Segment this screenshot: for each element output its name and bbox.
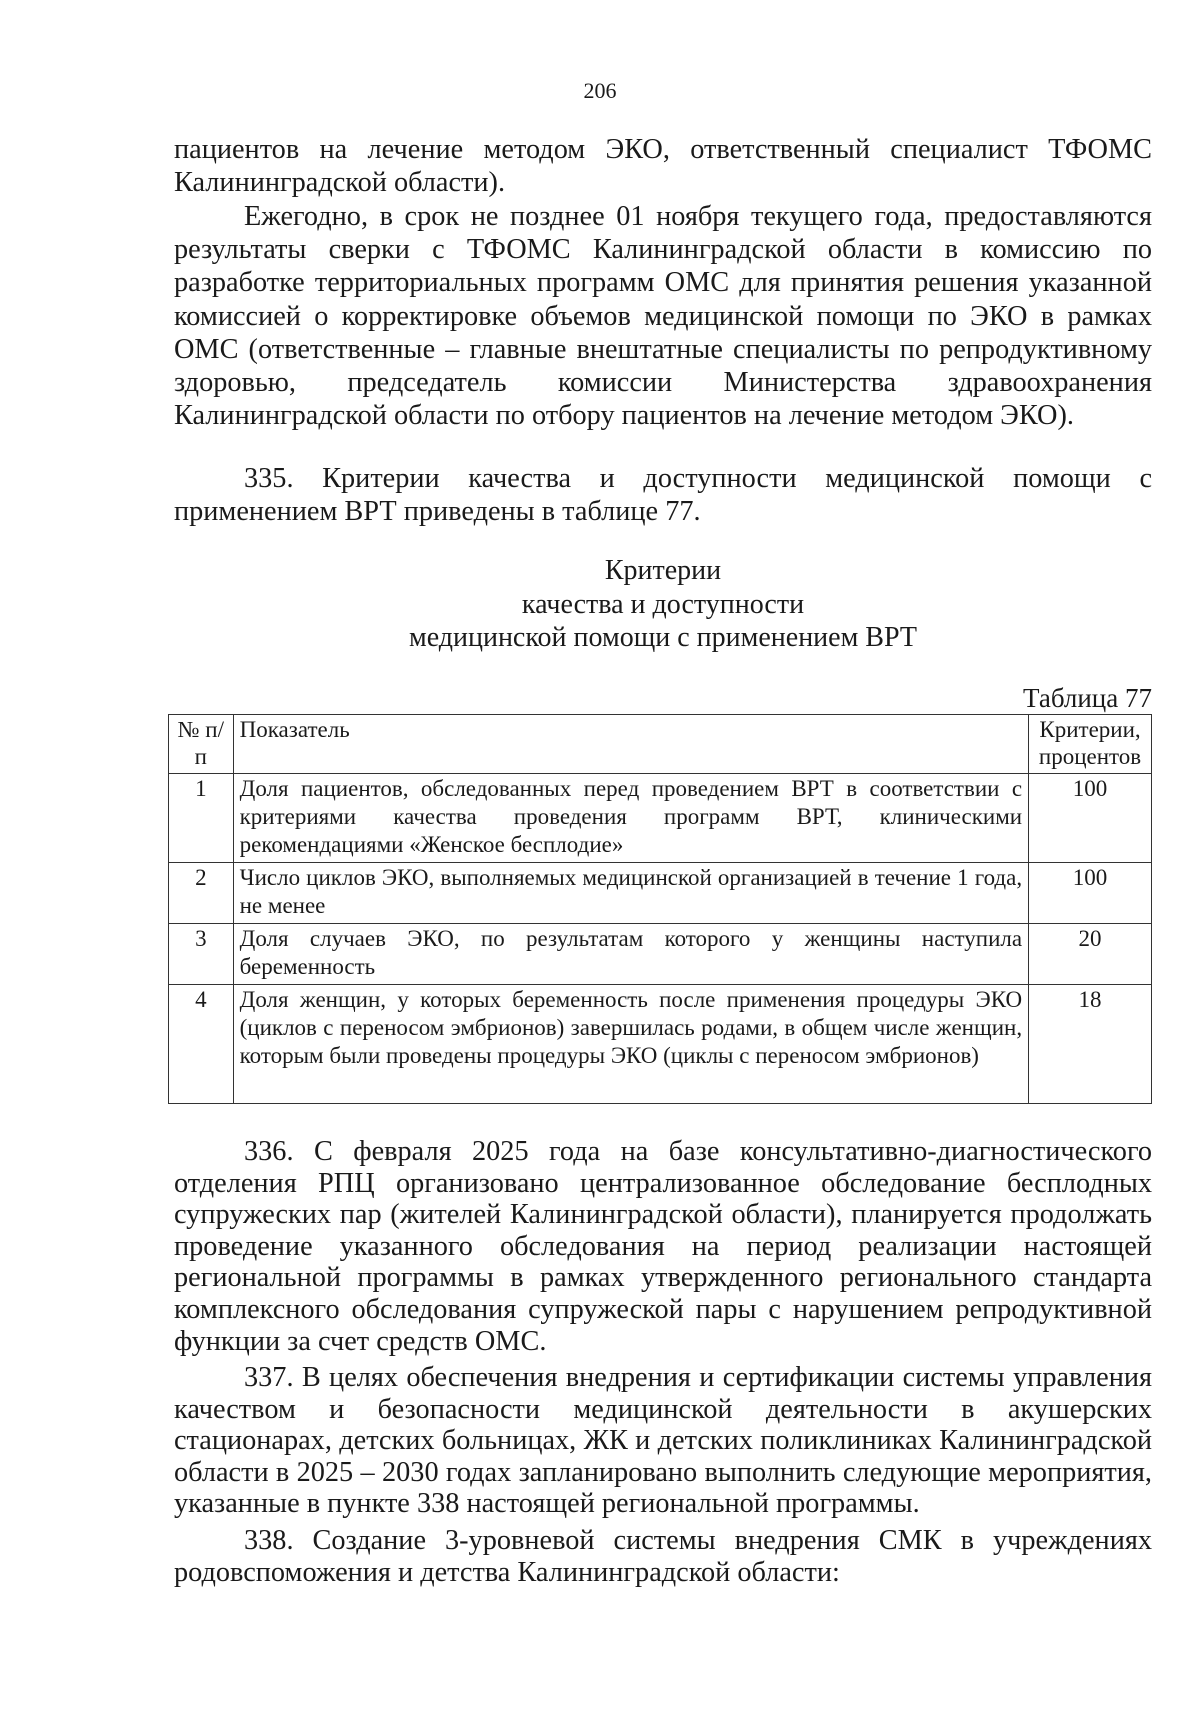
row-criteria: 100 [1029, 863, 1152, 924]
table-row [169, 774, 1152, 863]
paragraph-annual-reconciliation: Ежегодно, в срок не позднее 01 ноября текущего года, предоставляются результаты сверки с ТФОМС Калининградской области в комиссию по разработке территориальных программ ОМС для принятия решения указанной комиссией о корректировке объемов медицинской помощи по ЭКО в рамках ОМС (ответственные – главные внештатные специалисты по репродуктивному здоровью, председатель комиссии Министерства здравоохранения Калининградской области по отбору пациентов на лечение методом ЭКО). [174, 201, 1152, 432]
row-criteria: 18 [1029, 985, 1152, 1104]
row-num: 1 [169, 774, 234, 863]
paragraph-336: 336. С февраля 2025 года на базе консультативно-диагностического отделения РПЦ организовано централизованное обследование бесплодных супружеских пар (жителей Калининградской области), планируется продолжать проведение указанного обследования на период реализации настоящей региональной программы в рамках утвержденного регионального стандарта комплексного обследования супружеской пары с нарушением репродуктивной функции за счет средств ОМС. [174, 1136, 1152, 1357]
paragraph-337: 337. В целях обеспечения внедрения и сертификации системы управления качеством и безопасности медицинской деятельности в акушерских стационарах, детских больницах, ЖК и детских поликлиниках Калининградской области в 2025 – 2030 годах запланировано выполнить следующие мероприятия, указанные в пункте 338 настоящей региональной программы. [174, 1362, 1152, 1520]
row-num: 2 [169, 863, 234, 924]
paragraph-335: 335. Критерии качества и доступности медицинской помощи с применением ВРТ приведены в таблице 77. [174, 463, 1152, 528]
row-num: 3 [169, 924, 234, 985]
header-num: № п/п [169, 715, 234, 774]
row-indicator: Число циклов ЭКО, выполняемых медицинской организацией в течение 1 года, не менее [233, 863, 1028, 924]
table-header-row [169, 715, 1152, 774]
criteria-table [168, 714, 1152, 1104]
paragraph-338: 338. Создание 3-уровневой системы внедрения СМК в учреждениях родовспоможения и детства Калининградской области: [174, 1525, 1152, 1588]
header-indicator: Показатель [233, 715, 1028, 774]
table-title-line-3: медицинской помощи с применением ВРТ [408, 622, 918, 653]
row-indicator: Доля случаев ЭКО, по результатам которого у женщины наступила беременность [233, 924, 1028, 985]
table-row [169, 863, 1152, 924]
row-criteria: 20 [1029, 924, 1152, 985]
table-title-line-1: Критерии [604, 555, 722, 586]
table-row [169, 924, 1152, 985]
page-number: 206 [583, 78, 617, 103]
row-indicator: Доля пациентов, обследованных перед проведением ВРТ в соответствии с критериями качества проведения программ ВРТ, клиническими рекомендациями «Женское бесплодие» [233, 774, 1028, 863]
table-title-line-2: качества и доступности [521, 588, 805, 620]
row-indicator: Доля женщин, у которых беременность после применения процедуры ЭКО (циклов с переносом эмбрионов) завершилась родами, в общем числе женщин, которым были проведены процедуры ЭКО (циклы с переносом эмбрионов) [233, 985, 1028, 1104]
paragraph-continuation: пациентов на лечение методом ЭКО, ответственный специалист ТФОМС Калининградской области). [174, 134, 1152, 199]
table-caption: Таблица 77 [1023, 683, 1152, 713]
table-row [169, 985, 1152, 1104]
header-criteria: Критерии, процентов [1029, 715, 1152, 774]
row-criteria: 100 [1029, 774, 1152, 863]
table-title [174, 554, 1152, 655]
row-num: 4 [169, 985, 234, 1104]
